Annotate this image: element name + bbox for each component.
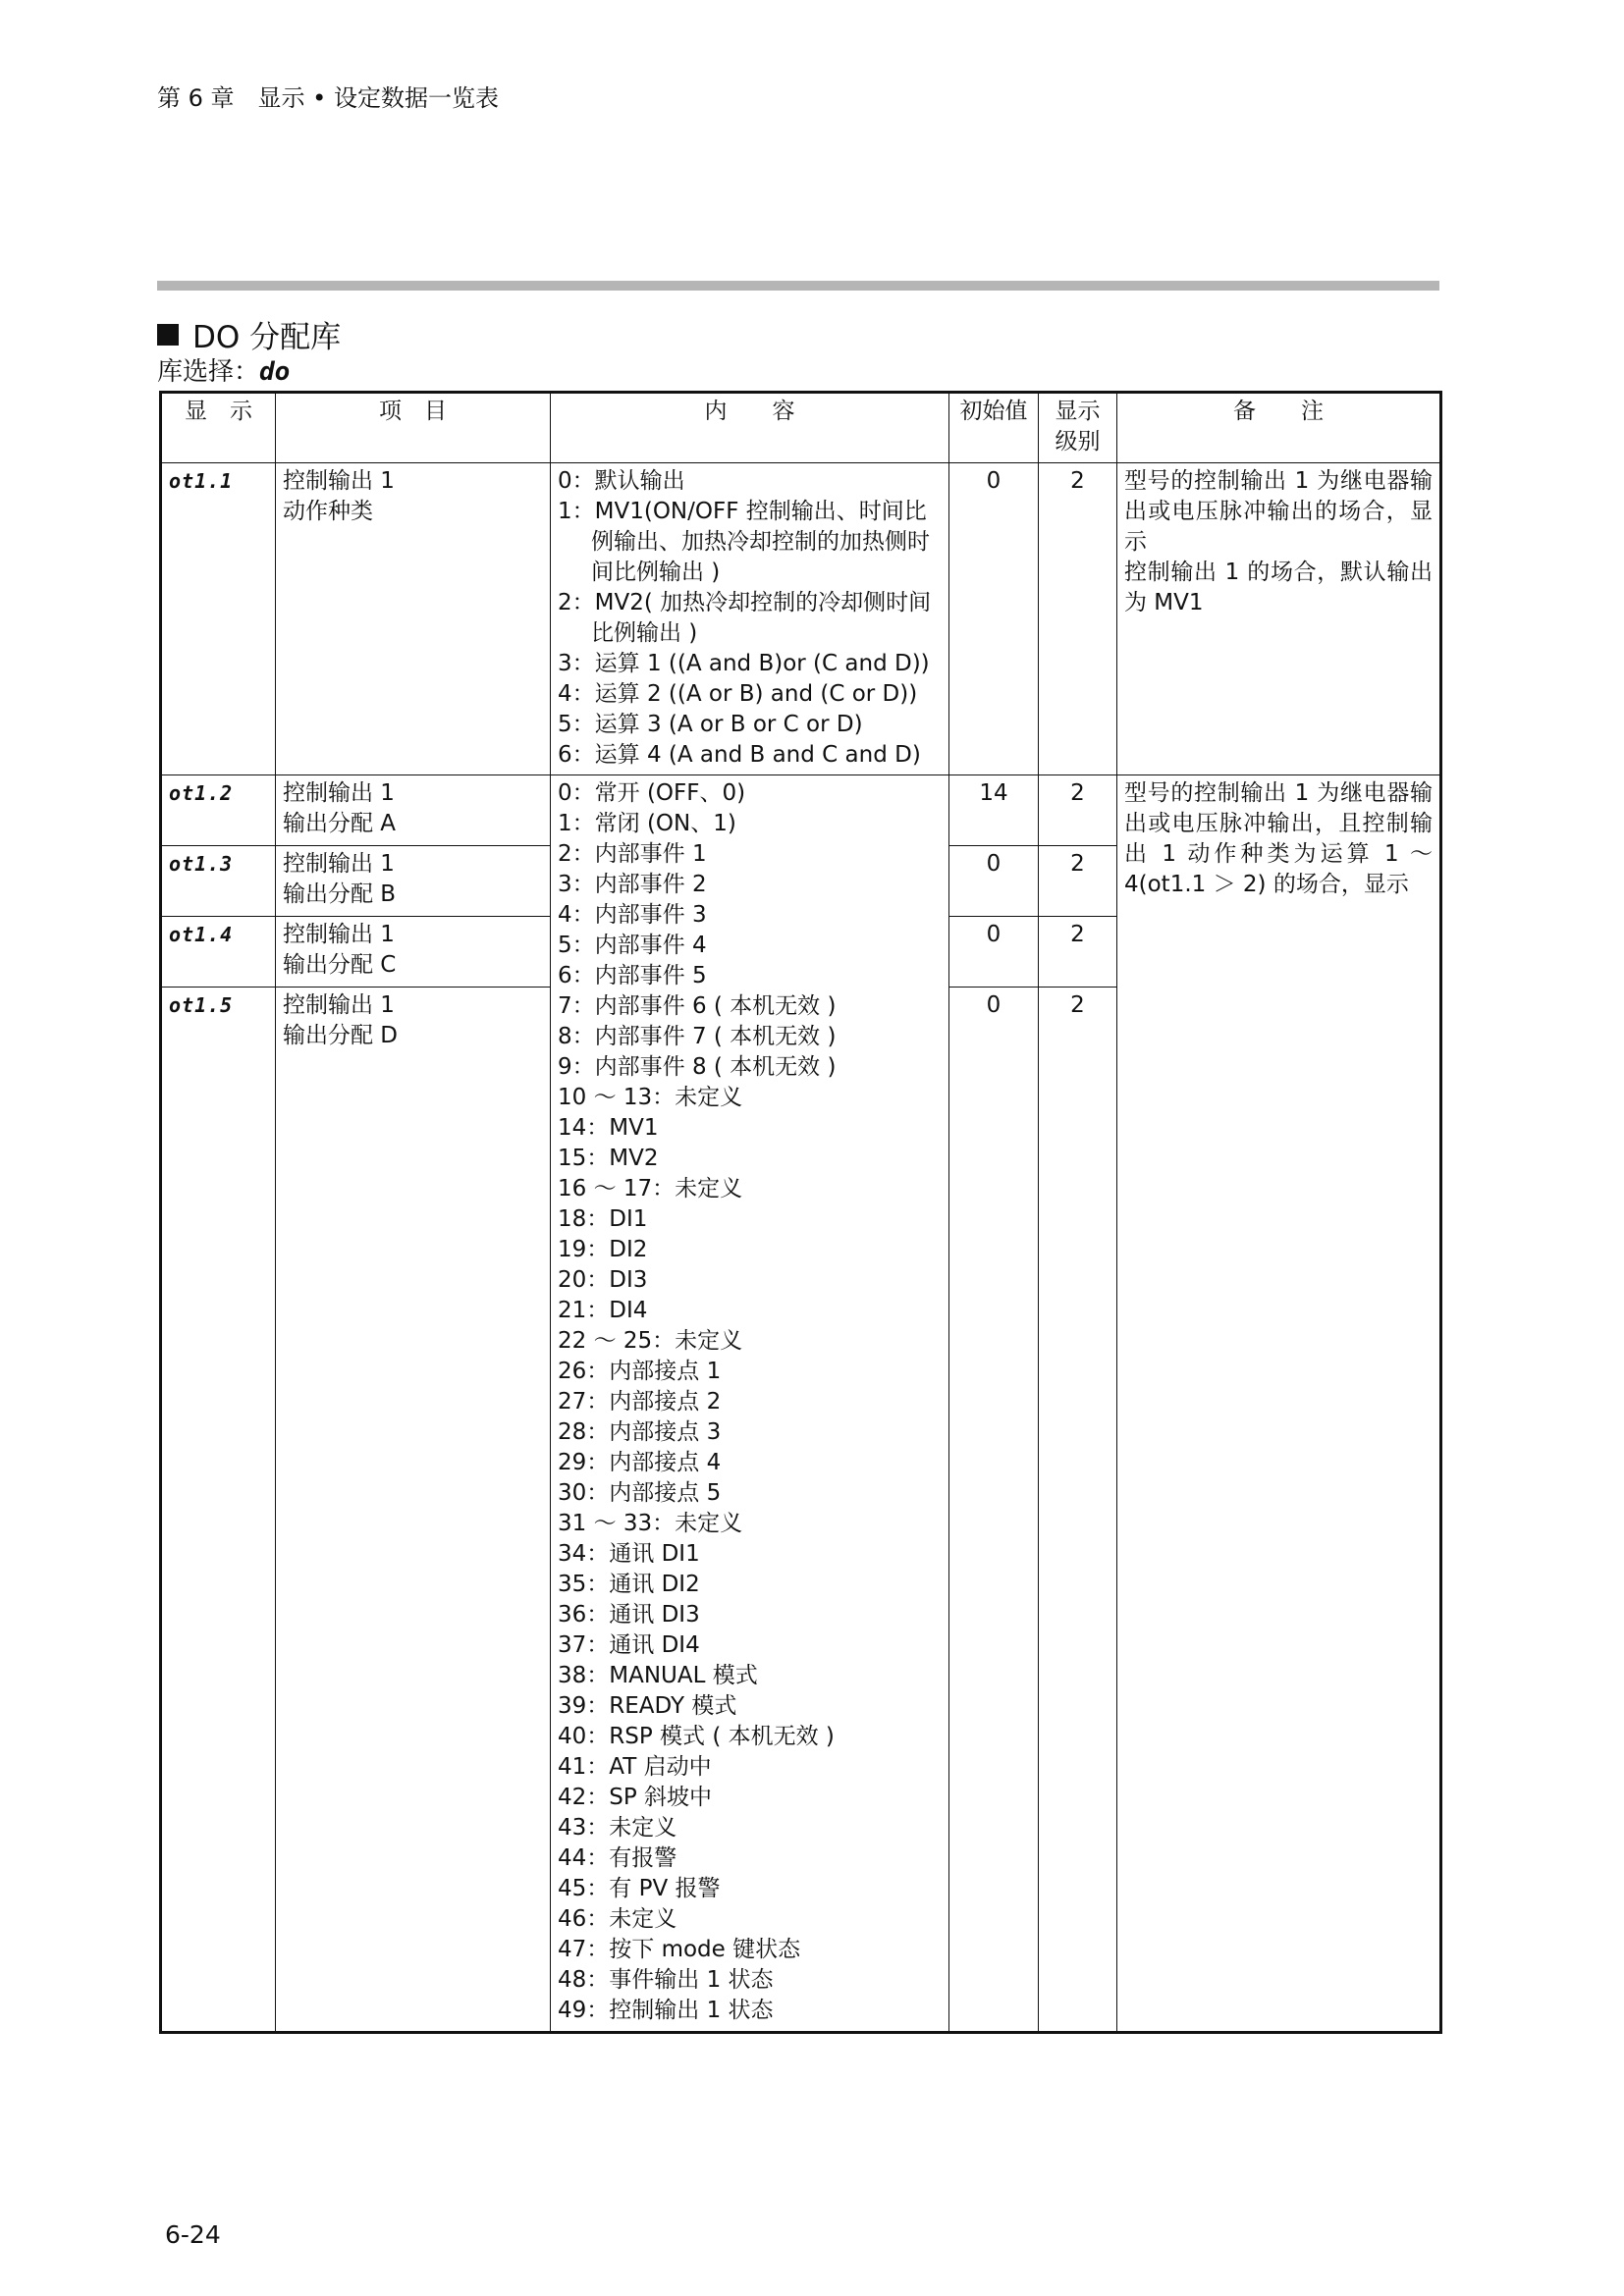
list-item: 22 ～ 25：未定义 xyxy=(558,1328,743,1354)
table-row xyxy=(161,775,1441,846)
page-number: 6-24 xyxy=(165,2220,221,2249)
list-item: 28：内部接点 3 xyxy=(558,1419,722,1445)
row3-item xyxy=(276,846,551,917)
row5-level: 2 xyxy=(1039,988,1117,2033)
row1-remark xyxy=(1117,463,1441,775)
list-item: 46：未定义 xyxy=(558,1906,677,1932)
list-item: 9：内部事件 8 ( 本机无效 ) xyxy=(558,1054,837,1080)
list-item: 34：通讯 DI1 xyxy=(558,1541,700,1567)
list-item: 44：有报警 xyxy=(558,1845,677,1871)
row1-content-list xyxy=(558,466,942,771)
list-item: 1：MV1(ON/OFF 控制输出、时间比例输出、加热冷却控制的加热侧时间比例输出 ) xyxy=(558,499,930,585)
list-item: 0：默认输出 xyxy=(558,468,685,494)
list-item: 6：内部事件 5 xyxy=(558,963,707,988)
row2-item-line1: 控制输出 1 xyxy=(283,780,395,806)
list-item: 10 ～ 13：未定义 xyxy=(558,1085,743,1110)
list-item: 3：运算 1 ((A and B)or (C and D)) xyxy=(558,651,930,676)
list-item: 6：运算 4 (A and B and C and D) xyxy=(558,742,921,768)
list-item: 48：事件输出 1 状态 xyxy=(558,1967,774,1993)
list-item: 1：常闭 (ON、1) xyxy=(558,811,736,836)
do-assignment-table xyxy=(159,391,1442,2034)
row1-remark-line1: 型号的控制输出 1 为继电器输出或电压脉冲输出的场合，显示 xyxy=(1124,468,1433,555)
list-item: 43：未定义 xyxy=(558,1815,677,1841)
list-item: 47：按下 mode 键状态 xyxy=(558,1937,801,1962)
list-item: 29：内部接点 4 xyxy=(558,1450,722,1475)
list-item: 20：DI3 xyxy=(558,1267,648,1293)
section-title-text: DO 分配库 xyxy=(192,320,342,355)
header-display: 显 示 xyxy=(161,393,276,463)
section-title xyxy=(157,312,341,356)
section-divider xyxy=(157,281,1439,291)
row1-display xyxy=(161,463,276,775)
row5-item-line1: 控制输出 1 xyxy=(283,992,395,1018)
row3-display xyxy=(161,846,276,917)
assign-content xyxy=(551,775,949,2033)
row3-initial: 0 xyxy=(949,846,1039,917)
list-item: 4：运算 2 ((A or B) and (C or D)) xyxy=(558,681,918,707)
row2-display xyxy=(161,775,276,846)
list-item: 45：有 PV 报警 xyxy=(558,1876,721,1901)
table-row xyxy=(161,463,1441,775)
list-item: 39：READY 模式 xyxy=(558,1693,737,1719)
row1-item-line2: 动作种类 xyxy=(283,499,373,524)
list-item: 41：AT 启动中 xyxy=(558,1754,712,1780)
table-header-row xyxy=(161,393,1441,463)
row2-item-line2: 输出分配 A xyxy=(283,811,397,836)
list-item: 14：MV1 xyxy=(558,1115,659,1141)
row1-remark-line2: 控制输出 1 的场合，默认输出为 MV1 xyxy=(1124,560,1433,615)
header-remarks: 备 注 xyxy=(1117,393,1441,463)
chapter-header: 第 6 章 显示 • 设定数据一览表 xyxy=(157,84,499,112)
row5-initial: 0 xyxy=(949,988,1039,2033)
list-item: 35：通讯 DI2 xyxy=(558,1572,700,1597)
row1-initial: 0 xyxy=(949,463,1039,775)
row4-initial: 0 xyxy=(949,917,1039,988)
library-select-code: do xyxy=(259,357,291,387)
row1-display-code: ot1.1 xyxy=(169,469,234,493)
list-item: 26：内部接点 1 xyxy=(558,1359,722,1384)
list-item: 5：运算 3 (A or B or C or D) xyxy=(558,712,863,737)
assign-content-list xyxy=(558,778,942,2026)
row1-level: 2 xyxy=(1039,463,1117,775)
row3-display-code: ot1.3 xyxy=(169,852,234,876)
row5-display-code: ot1.5 xyxy=(169,993,234,1017)
list-item: 42：SP 斜坡中 xyxy=(558,1785,713,1810)
row1-content xyxy=(551,463,949,775)
list-item: 40：RSP 模式 ( 本机无效 ) xyxy=(558,1724,835,1749)
row1-item-line1: 控制输出 1 xyxy=(283,468,395,494)
list-item: 19：DI2 xyxy=(558,1237,648,1262)
list-item: 2：MV2( 加热冷却控制的冷却侧时间比例输出 ) xyxy=(558,590,932,646)
row5-item-line2: 输出分配 D xyxy=(283,1023,399,1048)
row4-level: 2 xyxy=(1039,917,1117,988)
header-content: 内 容 xyxy=(551,393,949,463)
square-bullet-icon xyxy=(157,324,179,346)
list-item: 2：内部事件 1 xyxy=(558,841,707,867)
row2-level: 2 xyxy=(1039,775,1117,846)
row2-item xyxy=(276,775,551,846)
list-item: 0：常开 (OFF、0) xyxy=(558,780,746,806)
row3-item-line1: 控制输出 1 xyxy=(283,851,395,877)
header-item: 项 目 xyxy=(276,393,551,463)
list-item: 8：内部事件 7 ( 本机无效 ) xyxy=(558,1024,837,1049)
list-item: 7：内部事件 6 ( 本机无效 ) xyxy=(558,993,837,1019)
list-item: 18：DI1 xyxy=(558,1206,648,1232)
list-item: 49：控制输出 1 状态 xyxy=(558,1998,774,2023)
header-level-line2: 级别 xyxy=(1055,429,1101,454)
library-select xyxy=(157,351,290,388)
list-item: 31 ～ 33：未定义 xyxy=(558,1511,743,1536)
library-select-label: 库选择： xyxy=(157,357,260,387)
list-item: 37：通讯 DI4 xyxy=(558,1632,700,1658)
list-item: 3：内部事件 2 xyxy=(558,872,707,897)
list-item: 36：通讯 DI3 xyxy=(558,1602,700,1628)
list-item: 21：DI4 xyxy=(558,1298,648,1323)
header-level xyxy=(1039,393,1117,463)
row2-initial: 14 xyxy=(949,775,1039,846)
row3-item-line2: 输出分配 B xyxy=(283,881,397,907)
row4-display-code: ot1.4 xyxy=(169,923,234,946)
list-item: 4：内部事件 3 xyxy=(558,902,707,928)
header-initial: 初始值 xyxy=(949,393,1039,463)
assign-remark: 型号的控制输出 1 为继电器输出或电压脉冲输出，且控制输出 1 动作种类为运算 1 ～ 4(ot1.1 ＞ 2) 的场合，显示 xyxy=(1117,775,1441,2033)
row2-display-code: ot1.2 xyxy=(169,781,234,805)
header-level-line1: 显示 xyxy=(1055,399,1101,424)
list-item: 38：MANUAL 模式 xyxy=(558,1663,758,1688)
list-item: 5：内部事件 4 xyxy=(558,933,707,958)
list-item: 16 ～ 17：未定义 xyxy=(558,1176,743,1201)
list-item: 30：内部接点 5 xyxy=(558,1480,722,1506)
row1-item xyxy=(276,463,551,775)
row4-display xyxy=(161,917,276,988)
row4-item-line1: 控制输出 1 xyxy=(283,922,395,947)
list-item: 27：内部接点 2 xyxy=(558,1389,722,1415)
row5-item xyxy=(276,988,551,2033)
list-item: 15：MV2 xyxy=(558,1146,659,1171)
row3-level: 2 xyxy=(1039,846,1117,917)
row4-item xyxy=(276,917,551,988)
row5-display xyxy=(161,988,276,2033)
row4-item-line2: 输出分配 C xyxy=(283,952,397,978)
